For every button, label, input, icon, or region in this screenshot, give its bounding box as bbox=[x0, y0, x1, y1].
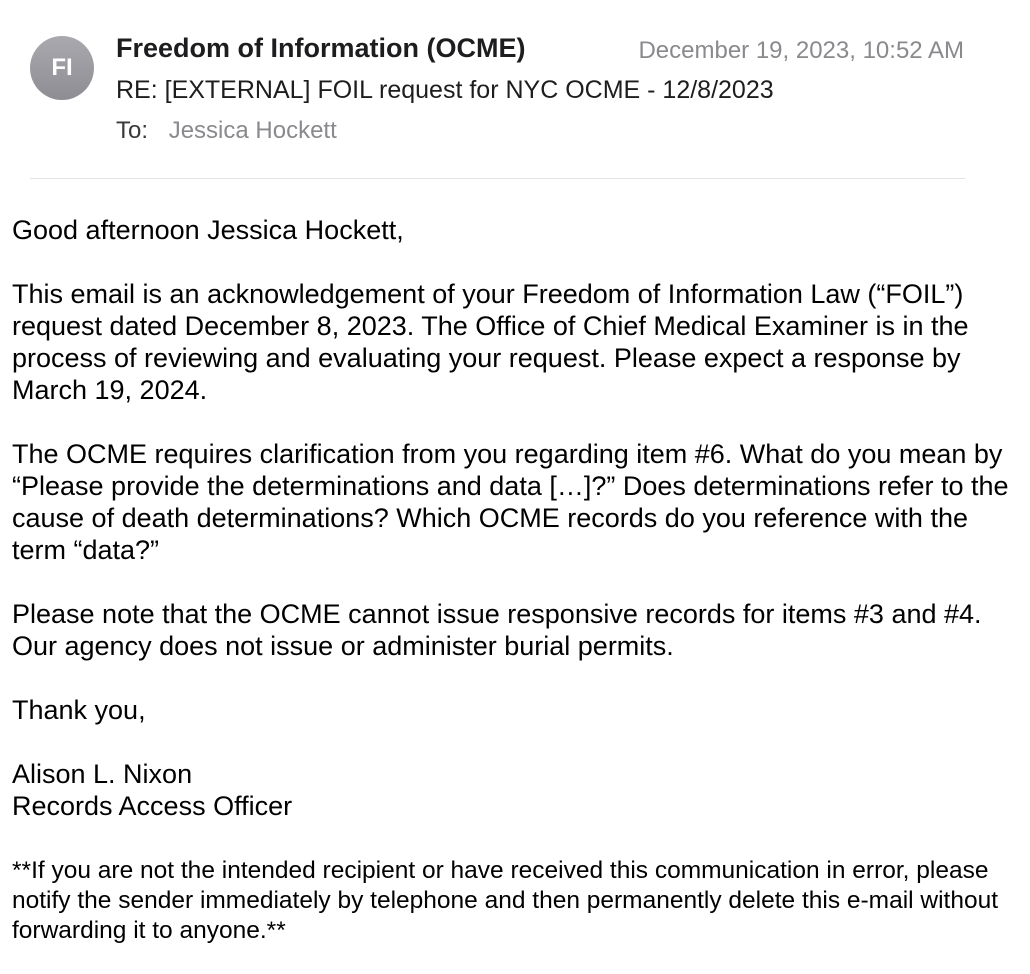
header-divider bbox=[30, 178, 965, 179]
body-paragraph-1: This email is an acknowledgement of your Freedom of Information Law (“FOIL”) request dated December 8, 2023. The Office of Chief Medical Examiner is in the process of reviewing and evaluating your request. Please expect a response by March 19, 2024. bbox=[12, 279, 969, 405]
body-paragraph-3: Please note that the OCME cannot issue responsive records for items #3 and #4. Our agency does not issue or administer burial permits. bbox=[12, 599, 982, 661]
message-body bbox=[12, 214, 1012, 946]
closing: Thank you, bbox=[12, 695, 146, 725]
sender-name[interactable]: Freedom of Information (OCME) bbox=[116, 33, 526, 63]
greeting: Good afternoon Jessica Hockett, bbox=[12, 215, 404, 245]
disclaimer: **If you are not the intended recipient or have received this communication in error, please notify the sender immediately by telephone and then permanently delete this e-mail without forwarding it to anyone.** bbox=[12, 857, 999, 944]
to-label: To: bbox=[116, 117, 149, 144]
recipient-row bbox=[116, 117, 337, 145]
sender-avatar[interactable]: FI bbox=[30, 36, 94, 100]
signature-title: Records Access Officer bbox=[12, 791, 293, 821]
recipient-name[interactable]: Jessica Hockett bbox=[168, 117, 337, 144]
signature-name: Alison L. Nixon bbox=[12, 759, 193, 789]
message-date: December 19, 2023, 10:52 AM bbox=[638, 37, 964, 64]
body-paragraph-2: The OCME requires clarification from you regarding item #6. What do you mean by “Please provide the determinations and data […]?” Does determinations refer to the cause of death determinations? Which OCME records do you reference with the term “data?” bbox=[12, 439, 1009, 565]
message-subject: RE: [EXTERNAL] FOIL request for NYC OCME - 12/8/2023 bbox=[116, 76, 774, 104]
